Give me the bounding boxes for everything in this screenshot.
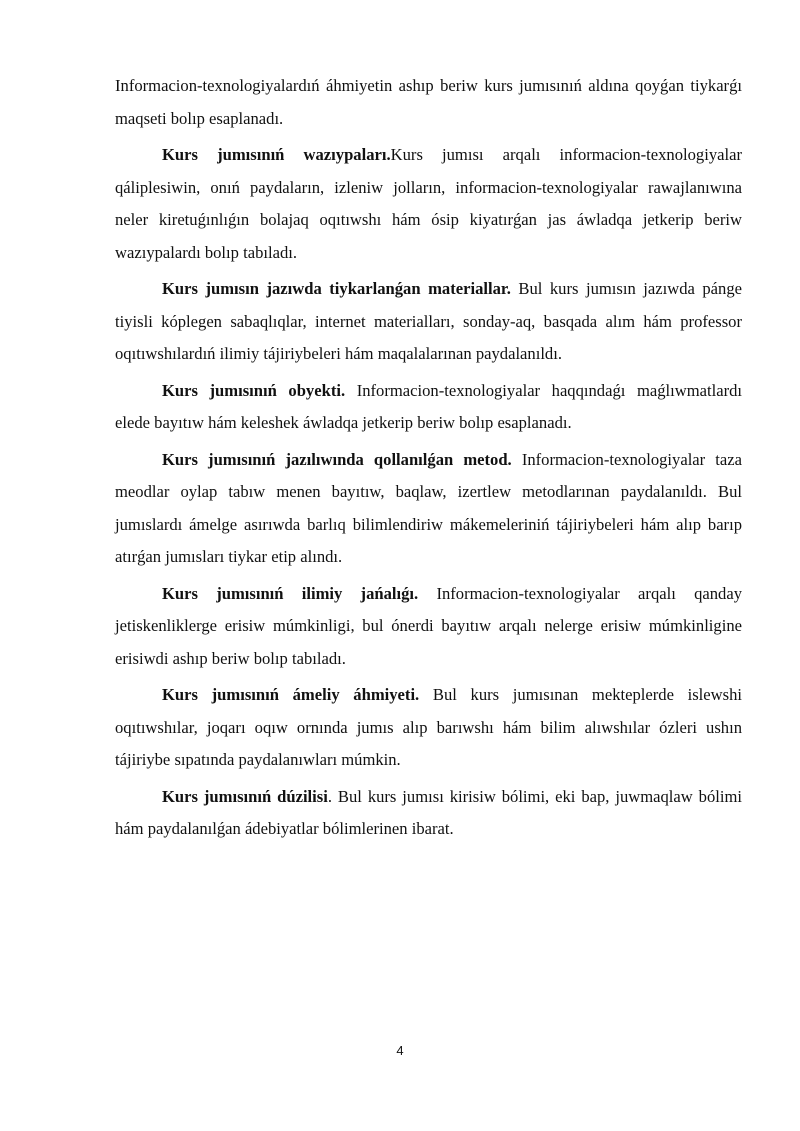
object-paragraph <box>115 375 742 440</box>
heading-separator <box>345 381 357 400</box>
paragraph-heading: Kurs jumısınıń ilimiy jańalıǵı. <box>162 583 419 603</box>
paragraph-heading: Kurs jumısınıń wazıypaları. <box>162 145 391 164</box>
intro-paragraph <box>115 70 742 135</box>
heading-separator <box>418 584 436 603</box>
paragraph-text: Bul kurs jumısı kirisiw bólimi, eki bap, juwmaqlaw bólimi hám paydalanılǵan ádebiyatlar bólimlerinen ibarat. <box>115 786 743 838</box>
paragraph-heading: Kurs jumısınıń ámeliy áhmiyeti. <box>162 685 420 704</box>
paragraph-heading: Kurs jumısınıń dúzilisi <box>162 786 328 806</box>
paragraph-text: Informacion-texnologiyalar haqqındaǵı maǵlıwmatlardı elede bayıtıw hám keleshek áwladqa jetkerip beriw bolıp esaplanadı. <box>115 380 743 432</box>
paragraph-text: Bul kurs jumısınan mekteplerde islewshi oqıtıwshılar, joqarı oqıw ornında jumıs alıp barıwshı hám bilim alıwshılar ózleri ushın tájiriybe sıpatında paydalanıwları múmkin. <box>115 685 743 769</box>
heading-separator: . <box>327 786 338 806</box>
structure-paragraph <box>115 781 742 846</box>
paragraph-heading: Kurs jumısın jazıwda tiykarlanǵan materiallar. <box>162 279 511 298</box>
heading-separator <box>512 450 522 469</box>
paragraph-text: Informacion-texnologiyalardıń áhmiyetin ashıp beriw kurs jumısınıń aldına qoyǵan tiykarǵı maqseti bolıp esaplanadı. <box>115 76 742 128</box>
heading-separator <box>419 685 433 704</box>
practical-value-paragraph <box>115 679 742 777</box>
novelty-paragraph <box>115 578 742 676</box>
materials-paragraph <box>115 273 742 371</box>
page-number: 4 <box>396 1043 404 1058</box>
paragraph-heading: Kurs jumısınıń obyekti. <box>162 380 346 400</box>
paragraph-text: Kurs jumısı arqalı informacion-texnologiyalar qáliplesiwin, onıń paydaların, izleniw jolların, informacion-texnologiyalar rawajlanıwına neler kiretuǵınlıǵın bolajaq oqıtıwshı hám ósip kiyatırǵan jas áwladqa jetkerip beriw wazıypalardı bolıp tabıladı. <box>115 145 742 262</box>
document-page <box>115 70 742 850</box>
method-paragraph <box>115 444 742 574</box>
paragraph-text: Informacion-texnologiyalar arqalı qanday jetiskenliklerge erisiw múmkinligi, bul ónerdi bayıtıw arqalı nelerge erisiw múmkinligine erisiwdi ashıp beriw bolıp tabıladı. <box>115 583 742 668</box>
paragraph-heading: Kurs jumısınıń jazılıwında qollanılǵan metod. <box>162 449 512 469</box>
tasks-paragraph <box>115 139 742 269</box>
paragraph-text: Bul kurs jumısın jazıwda pánge tiyisli kóplegen sabaqlıqlar, internet materialları, sonday-aq, basqada alım hám professor oqıtıwshılardıń ilimiy tájiriybeleri hám maqalalarınan paydalanıldı. <box>115 279 742 363</box>
paragraph-text: Informacion-texnologiyalar taza meodlar oylap tabıw menen bayıtıw, baqlaw, izertlew metodlarınan paydalanıldı. Bul jumıslardı ámelge asırıwda barlıq bilimlendiriw mákemeleriniń tájiriybeleri hám alıp barıp atırǵan jumısları tiykar etip alındı. <box>115 449 742 566</box>
